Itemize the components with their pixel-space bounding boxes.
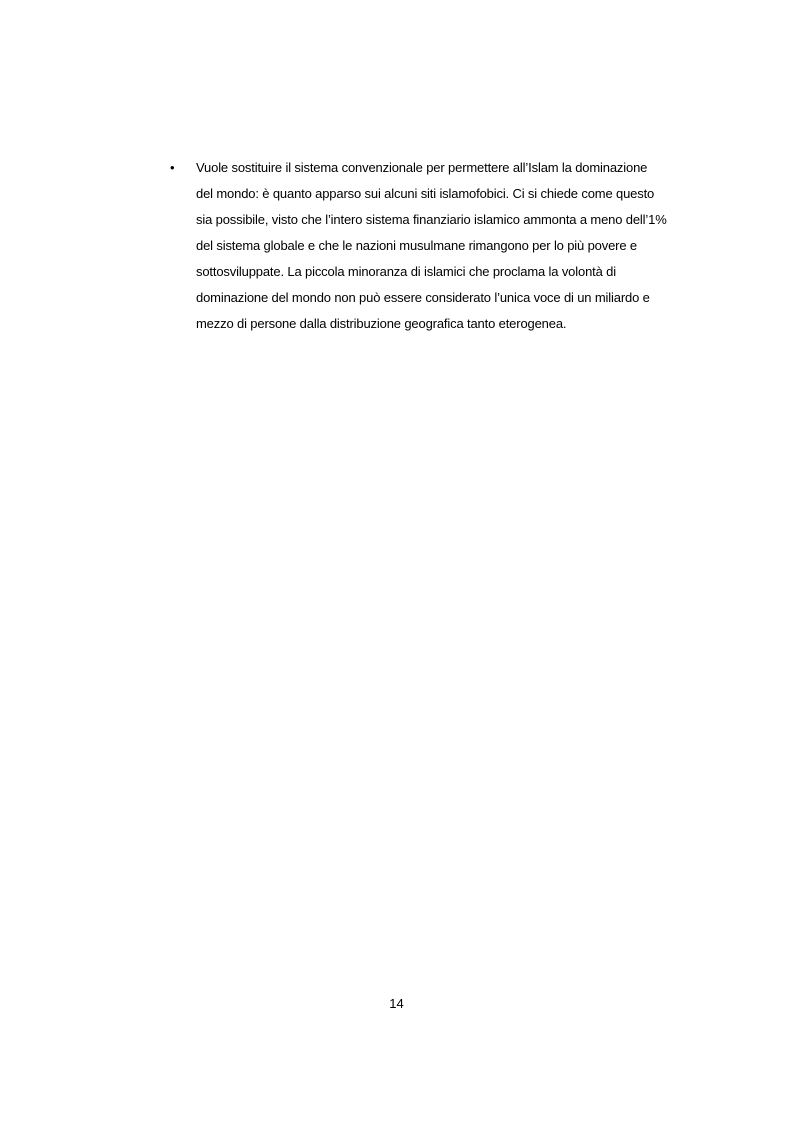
bullet-marker: • [170, 160, 175, 175]
paragraph-line: mezzo di persone dalla distribuzione geografica tanto eterogenea. [196, 316, 567, 331]
list-item [170, 155, 700, 337]
paragraph-line: sia possibile, visto che l’intero sistema finanziario islamico ammonta a meno dell’1% [196, 212, 667, 227]
bullet-list [170, 155, 700, 337]
paragraph-line: del mondo: è quanto apparso sui alcuni siti islamofobici. Ci si chiede come questo [196, 186, 655, 201]
page-number: 14 [389, 996, 404, 1011]
paragraph-line: sottosviluppate. La piccola minoranza di islamici che proclama la volontà di [196, 264, 616, 279]
paragraph-line: dominazione del mondo non può essere considerato l’unica voce di un miliardo e [196, 290, 650, 305]
paragraph-line: Vuole sostituire il sistema convenzionale per permettere all’Islam la dominazione [196, 160, 648, 175]
paragraph-line: del sistema globale e che le nazioni musulmane rimangono per lo più povere e [196, 238, 637, 253]
